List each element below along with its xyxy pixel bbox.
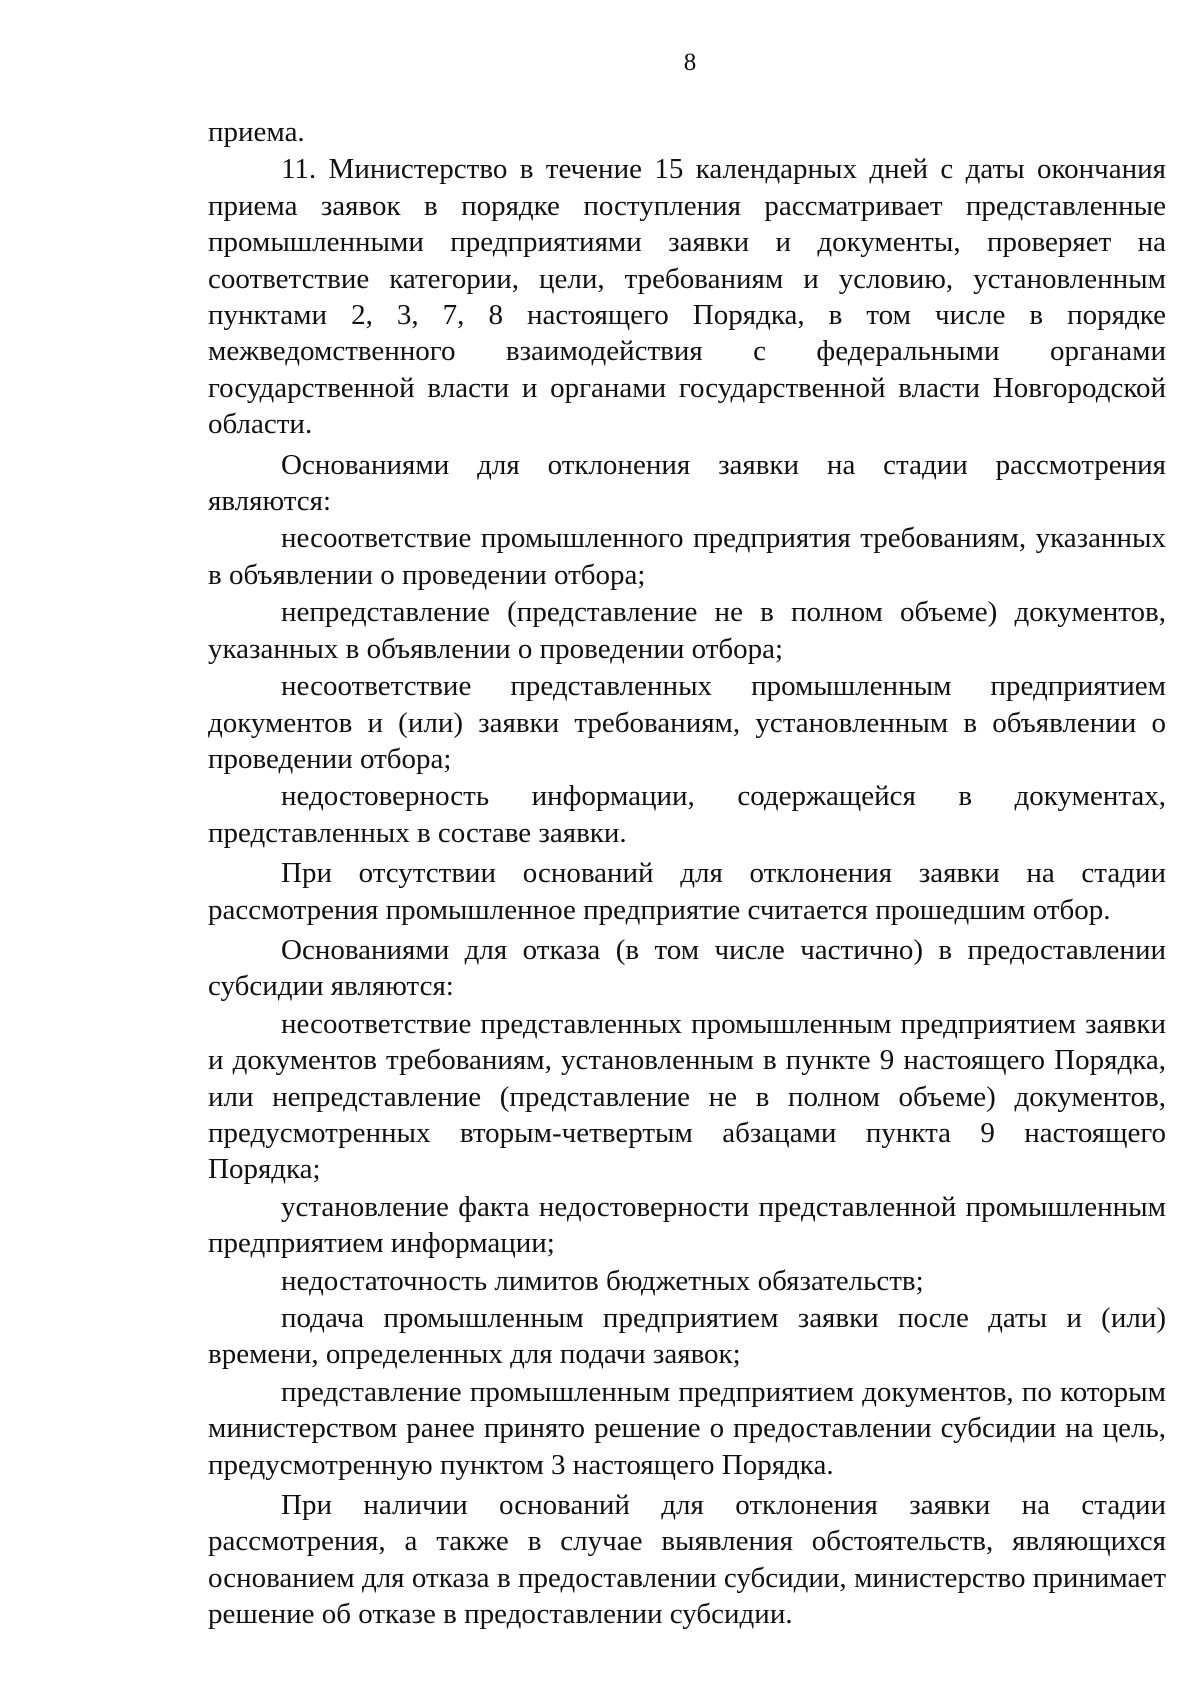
page-number: 8 bbox=[683, 49, 697, 76]
paragraph-rejection-grounds-intro: Основаниями для отклонения заявки на стадии рассмотрения являются: bbox=[208, 448, 1166, 518]
paragraph-rejection-ground: несоответствие представленных промышленным предприятием документов и (или) заявки требованиям, установленным в объявлении о проведении отбора; bbox=[208, 670, 1166, 775]
paragraph-refusal-ground: подача промышленным предприятием заявки после даты и (или) времени, определенных для подачи заявок; bbox=[208, 1302, 1166, 1371]
paragraph-refusal-grounds-intro: Основаниями для отказа (в том числе частично) в предоставлении субсидии являются: bbox=[208, 933, 1166, 1003]
paragraph-refusal-ground: недостаточность лимитов бюджетных обязательств; bbox=[281, 1264, 924, 1297]
paragraph-item-11: 11. Министерство в течение 15 календарных дней с даты окончания приема заявок в порядке поступления рассматривает представленные промышленными предприятиями заявки и документы, проверяет на соответствие категории, цели, требованиям и условию, установленным пунктами 2, 3, 7, 8 настоящего Порядка, в том числе в порядке межведомственного взаимодействия с федеральными органами государственной власти и органами государственной власти Новгородской области. bbox=[208, 153, 1166, 441]
paragraph-rejection-ground: недостоверность информации, содержащейся в документах, представленных в составе заявки. bbox=[208, 780, 1166, 849]
paragraph-refusal-ground: установление факта недостоверности представленной промышленным предприятием информации; bbox=[208, 1190, 1166, 1260]
paragraph-refusal-ground: представление промышленным предприятием документов, по которым министерством ранее принято решение о предоставлении субсидии на цель, предусмотренную пунктом 3 настоящего Порядка. bbox=[208, 1375, 1166, 1481]
paragraph-refusal-decision: При наличии оснований для отклонения заявки на стадии рассмотрения, а также в случае выявления обстоятельств, являющихся основанием для отказа в предоставлении субсидии, министерство принимает решение об отказе в предоставлении субсидии. bbox=[208, 1489, 1166, 1631]
paragraph-refusal-ground: несоответствие представленных промышленным предприятием заявки и документов требованиям, установленным в пункте 9 настоящего Порядка, или непредставление (представление не в полном объеме) документов, предусмотренных вторым-четвертым абзацами пункта 9 настоящего Порядка; bbox=[208, 1007, 1166, 1186]
paragraph-rejection-ground: непредставление (представление не в полном объеме) документов, указанных в объявлении о проведении отбора; bbox=[208, 596, 1166, 665]
paragraph-no-rejection: При отсутствии оснований для отклонения заявки на стадии рассмотрения промышленное предприятие считается прошедшим отбор. bbox=[208, 857, 1166, 926]
paragraph-rejection-ground: несоответствие промышленного предприятия требованиям, указанных в объявлении о проведении отбора; bbox=[208, 522, 1166, 591]
document-body bbox=[208, 114, 1166, 1633]
paragraph-continuation: приема. bbox=[208, 116, 305, 148]
